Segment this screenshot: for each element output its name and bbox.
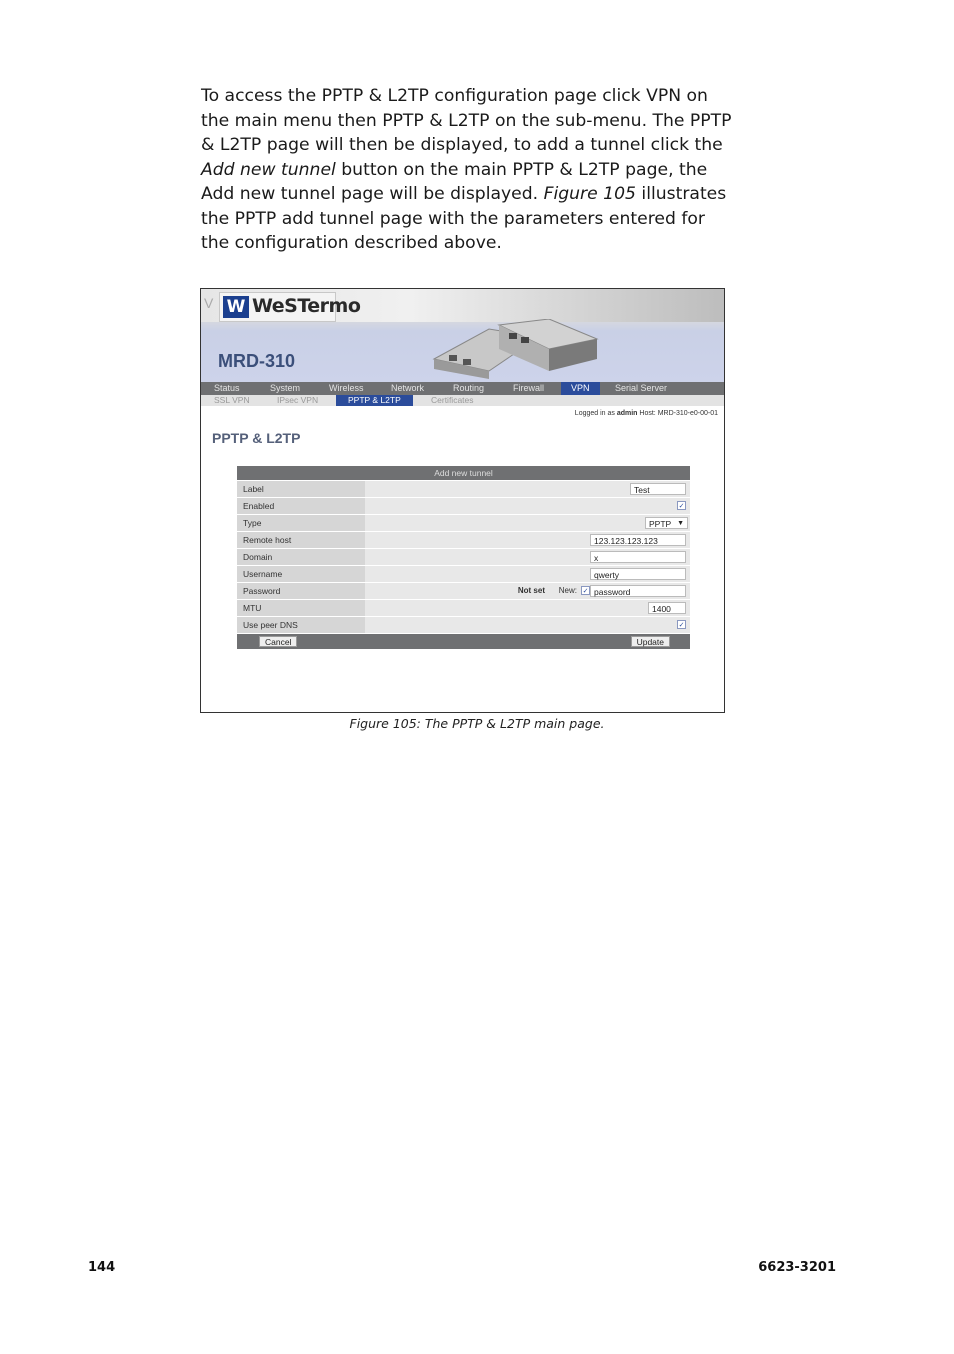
subnav-ipsec-vpn[interactable]: IPsec VPN xyxy=(277,395,319,405)
field-value-cell xyxy=(365,549,690,565)
field-label: MTU xyxy=(237,600,368,616)
intro-paragraph xyxy=(201,84,731,256)
paragraph-text: illustrates xyxy=(635,184,727,204)
form-row-password xyxy=(237,583,690,599)
logo-side-mark: V xyxy=(204,295,214,311)
login-prefix: Logged in as xyxy=(574,410,617,417)
field-label: Password xyxy=(237,583,368,599)
field-label: Domain xyxy=(237,549,368,565)
form-row-username xyxy=(237,566,690,582)
remote-host-input[interactable]: 123.123.123.123 xyxy=(590,534,686,546)
paragraph-text: button on the main PPTP & L2TP page, the xyxy=(335,159,708,180)
field-label: Remote host xyxy=(237,532,368,548)
subnav-ssl-vpn[interactable]: SSL VPN xyxy=(214,395,250,405)
mtu-input[interactable]: 1400 xyxy=(648,602,686,614)
paragraph-line: the configuration described above. xyxy=(201,233,502,253)
field-label: Username xyxy=(237,566,368,582)
sub-nav xyxy=(201,395,724,406)
label-input[interactable]: Test xyxy=(630,483,686,495)
type-selected-value: PPTP xyxy=(649,519,672,529)
figure-caption: Figure 105: The PPTP & L2TP main page. xyxy=(349,716,605,731)
form-row-peer-dns xyxy=(237,617,690,633)
field-label: Enabled xyxy=(237,498,368,514)
field-value-cell xyxy=(365,566,690,582)
form-header: Add new tunnel xyxy=(237,466,690,480)
update-button[interactable]: Update xyxy=(631,636,670,647)
field-value-cell xyxy=(365,515,690,531)
product-name: MRD-310 xyxy=(218,351,296,371)
nav-network[interactable]: Network xyxy=(391,383,425,393)
login-status xyxy=(575,410,718,417)
header-banner xyxy=(201,289,724,382)
username-input[interactable]: qwerty xyxy=(590,568,686,580)
form-row-remote-host xyxy=(237,532,690,548)
nav-firewall[interactable]: Firewall xyxy=(513,383,545,393)
field-value-cell xyxy=(365,481,690,497)
main-nav xyxy=(201,382,724,395)
nav-routing[interactable]: Routing xyxy=(453,383,485,393)
paragraph-line: the PPTP add tunnel page with the parameters entered for xyxy=(201,208,705,229)
field-value-cell xyxy=(365,532,690,548)
nav-status[interactable]: Status xyxy=(214,383,240,393)
form-row-domain xyxy=(237,549,690,565)
page-number: 144 xyxy=(88,1260,116,1275)
emphasis-add-new-tunnel: Add new tunnel xyxy=(201,159,336,180)
enabled-checkbox[interactable]: ✓ xyxy=(678,503,685,510)
paragraph-line: To access the PPTP & L2TP configuration page click VPN on xyxy=(201,86,708,106)
field-label: Label xyxy=(237,481,368,497)
password-new-checkbox[interactable]: ✓ xyxy=(582,588,589,595)
field-label: Type xyxy=(237,515,368,531)
cancel-button[interactable]: Cancel xyxy=(259,636,297,647)
form-buttons xyxy=(237,634,690,649)
figure-reference: Figure 105 xyxy=(543,184,636,204)
field-label: Use peer DNS xyxy=(237,617,368,633)
nav-system[interactable]: System xyxy=(270,383,301,393)
paragraph-line: the main menu then PPTP & L2TP on the sub-menu. The PPTP xyxy=(201,110,732,131)
password-input[interactable]: password xyxy=(590,585,686,597)
field-value-cell xyxy=(365,583,690,599)
westermo-logo xyxy=(204,292,361,322)
password-status: Not set xyxy=(517,586,545,595)
form-row-type xyxy=(237,515,690,531)
form-row-mtu xyxy=(237,600,690,616)
password-new-label: New: xyxy=(558,586,577,595)
router-device-image xyxy=(429,319,599,379)
nav-wireless[interactable]: Wireless xyxy=(329,383,364,393)
embedded-screenshot xyxy=(200,288,725,713)
login-user: admin xyxy=(616,410,638,417)
chevron-down-icon: ▼ xyxy=(677,520,684,527)
subnav-pptp-l2tp[interactable]: PPTP & L2TP xyxy=(336,395,413,406)
paragraph-line xyxy=(201,158,731,183)
nav-serial-server[interactable]: Serial Server xyxy=(615,383,668,393)
field-value-cell xyxy=(365,498,690,514)
field-value-cell xyxy=(365,617,690,633)
add-tunnel-form xyxy=(237,466,690,649)
subnav-certificates[interactable]: Certificates xyxy=(431,395,474,405)
logo-mark-icon: W xyxy=(223,296,249,318)
form-row-label xyxy=(237,481,690,497)
field-value-cell xyxy=(365,600,690,616)
nav-vpn[interactable]: VPN xyxy=(561,382,600,395)
domain-input[interactable]: x xyxy=(590,551,686,563)
paragraph-line xyxy=(201,182,731,207)
document-number: 6623-3201 xyxy=(758,1260,836,1275)
paragraph-text: Add new tunnel page will be displayed. xyxy=(201,184,544,204)
page-title: PPTP & L2TP xyxy=(212,430,301,446)
logo-wordmark: WeSTermo xyxy=(252,295,361,317)
login-host: Host: MRD-310-e0-00-01 xyxy=(637,410,718,417)
paragraph-line: & L2TP page will then be displayed, to add a tunnel click the xyxy=(201,135,723,155)
type-select[interactable] xyxy=(645,517,688,529)
peer-dns-checkbox[interactable]: ✓ xyxy=(678,622,685,629)
form-row-enabled xyxy=(237,498,690,514)
